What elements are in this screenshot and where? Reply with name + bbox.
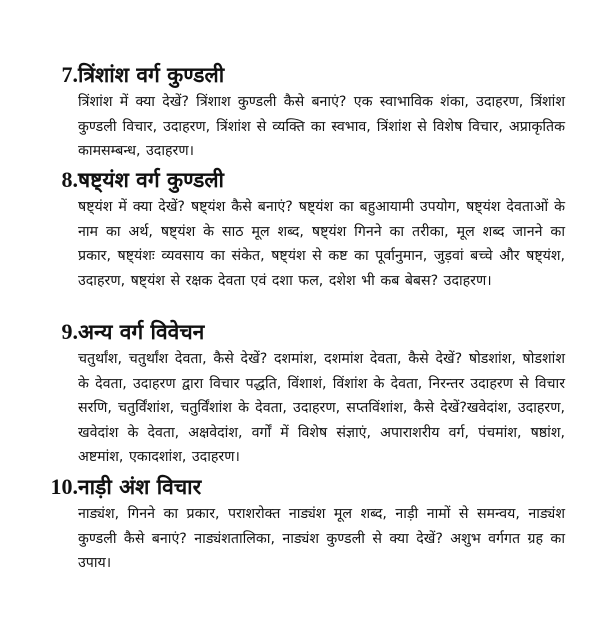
section-number: 7. <box>61 62 78 87</box>
section-body: त्रिंशांश में क्या देखें? त्रिंशाश कुण्डली कैसे बनाएं? एक स्वाभाविक शंका, उदाहरण, त्रिंशांश कुण्डली विचार, उदाहरण, त्रिंशांश से व्यक्ति का स्वभाव, त्रिंशांश से विशेष विचार, अप्राकृतिक कामसम्बन्ध, उदाहरण। <box>78 94 565 159</box>
section-heading <box>40 317 565 347</box>
section-body: चतुर्थांश, चतुर्थांश देवता, कैसे देखें? दशमांश, दशमांश देवता, कैसे देखें? षोडशांश, षोडशांश के देवता, उदाहरण द्वारा विचार पद्धति, विंशाशं, विंशांश के देवता, निरन्तर उदाहरण से विचार सरणि, चतुर्विंशांश, चतुर्विंशांश के देवता, उदाहरण, सप्तविंशांश, कैसे देखें?खवेदांश, उदाहरण, खवेदांश के देवता, अक्षवेदांश, वर्गों में विशेष संज्ञाएं, अपाराशरीय वर्ग, पंचमांश, षष्ठांश, अष्टमांश, एकादशांश, उदाहरण। <box>78 351 565 465</box>
section-body: नाड्यंश, गिनने का प्रकार, पराशरोक्त नाड्यंश मूल शब्द, नाड़ी नामों से समन्वय, नाड्यंश कुण्डली कैसे बनाएं? नाड्यंशतालिका, नाड्यंश कुण्डली से क्या देखें? अशुभ वर्गगत ग्रह का उपाय। <box>78 506 565 571</box>
section-7 <box>40 60 565 164</box>
section-heading <box>40 165 565 195</box>
section-number: 8. <box>61 167 78 192</box>
section-title: अन्य वर्ग विवेचन <box>78 320 205 344</box>
section-body: षष्ट्यंश में क्या देखें? षष्ट्यंश कैसे बनाएं? षष्ट्यंश का बहुआयामी उपयोग, षष्ट्यंश देवताओं के नाम का अर्थ, षष्ट्यंश के साठ मूल शब्द, षष्ट्यंश गिनने का तरीका, मूल शब्द जानने का प्रकार, षष्ट्यंशः व्यवसाय का संकेत, षष्ट्यंश से कष्ट का पूर्वानुमान, जुड़वां बच्चे और षष्ट्यंश, उदाहरण, षष्ट्यंश से रक्षक देवता एवं दशा फल, दशेश भी कब बेबस? उदाहरण। <box>78 199 565 289</box>
section-number: 10. <box>50 474 78 499</box>
section-heading <box>40 60 565 90</box>
section-number: 9. <box>61 319 78 344</box>
section-8 <box>40 165 565 293</box>
section-title: नाड़ी अंश विचार <box>78 475 202 499</box>
section-title: त्रिंशांश वर्ग कुण्डली <box>78 63 225 87</box>
section-10 <box>40 472 565 576</box>
section-9 <box>40 317 565 470</box>
section-title: षष्ट्यंश वर्ग कुण्डली <box>78 168 224 192</box>
section-heading <box>40 472 565 502</box>
